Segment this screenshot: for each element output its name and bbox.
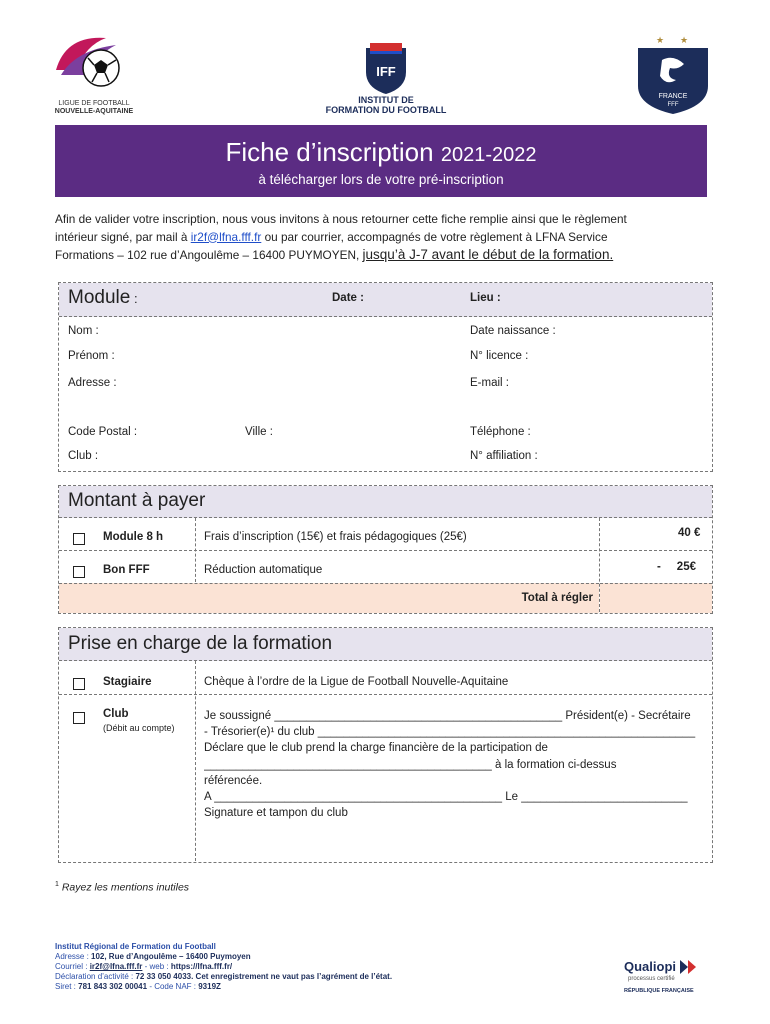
intro-line2b: ou par courrier, accompagnés de votre règlement à LFNA Service	[261, 229, 608, 244]
divider	[195, 661, 196, 861]
intro-line1: Afin de valider votre inscription, nous vous invitons à nous retourner cette fiche remplie ainsi que le règlement	[55, 212, 627, 226]
subtitle: à télécharger lors de votre pré-inscription	[258, 172, 504, 187]
module-header	[59, 283, 712, 317]
deadline-text: jusqu’à J-7 avant le début de la formation.	[362, 247, 614, 262]
divider	[59, 694, 712, 695]
email-field[interactable]: E-mail :	[470, 377, 509, 389]
title-text: Fiche d’inscription	[225, 137, 434, 167]
decl-line4: _____________________________________________ à la formation ci-dessus	[204, 758, 617, 771]
footer-email-link[interactable]: ir2f@lfna.fff.fr	[89, 962, 143, 971]
club-sublabel: (Débit au compte)	[103, 723, 175, 733]
montant-title: Montant à payer	[68, 490, 206, 511]
fff-text2: FFF	[667, 102, 679, 108]
club-label: Club	[103, 708, 129, 720]
module-section	[58, 282, 713, 472]
qualiopi-rep: RÉPUBLIQUE FRANÇAISE	[624, 988, 694, 994]
ligue-logo-line1: LIGUE DE FOOTBALL	[58, 100, 130, 107]
iff-line2: FORMATION DU FOOTBALL	[325, 105, 447, 115]
ville-field[interactable]: Ville :	[245, 426, 273, 438]
decl-line2: - Trésorier(e)¹ du club ___________________________________________________________	[204, 726, 696, 739]
iff-badge-text: IFF	[376, 64, 396, 79]
divider	[59, 550, 712, 551]
date-label: Date :	[332, 292, 364, 304]
footnote-text: Rayez les mentions inutiles	[61, 881, 190, 894]
intro-line3: Formations – 102 rue d’Angoulême – 16400 PUYMOYEN,	[55, 248, 363, 262]
lieu-label: Lieu :	[470, 292, 501, 304]
bon-fff-checkbox[interactable]	[73, 566, 85, 578]
total-value-field[interactable]	[600, 583, 712, 613]
club-field[interactable]: Club :	[68, 450, 99, 462]
ligue-logo	[46, 30, 142, 120]
footnote: $^1$ Rayez les mentions inutiles	[55, 881, 190, 894]
iff-line1: INSTITUT DE	[358, 95, 414, 105]
footer-title: Institut Régional de Formation du Football	[55, 942, 216, 951]
module-8h-desc: Frais d’inscription (15€) et frais pédagogiques (25€)	[204, 531, 467, 543]
iff-shield-icon	[318, 40, 454, 95]
module-8h-label: Module 8 h	[103, 531, 164, 543]
decl-line1: Je soussigné _____________________________________________ Président(e) - Secrétaire	[204, 710, 691, 722]
module-checkbox[interactable]	[73, 533, 85, 545]
fff-text1: FRANCE	[658, 93, 688, 100]
module-title: Module :	[68, 287, 138, 308]
naissance-field[interactable]: Date naissance :	[470, 325, 556, 337]
title-banner	[55, 125, 707, 197]
ligue-logo-line2: NOUVELLE-AQUITAINE	[54, 108, 134, 115]
bon-fff-desc: Réduction automatique	[204, 564, 323, 576]
stagiaire-checkbox[interactable]	[73, 678, 85, 690]
prise-header	[59, 628, 712, 661]
stagiaire-desc: Chèque à l’ordre de la Ligue de Football Nouvelle-Aquitaine	[204, 676, 509, 688]
footer-address: Adresse : 102, Rue d’Angoulême – 16400 Puymoyen	[55, 952, 251, 961]
football-icon	[46, 30, 142, 100]
prise-title: Prise en charge de la formation	[68, 633, 333, 654]
module-8h-amount: 40 €	[678, 527, 701, 539]
email-link[interactable]: ir2f@lfna.fff.fr	[190, 229, 262, 244]
adresse-field[interactable]: Adresse :	[68, 377, 117, 389]
intro-paragraph	[55, 211, 715, 265]
qualiopi-logo	[624, 958, 714, 998]
decl-line7: Signature et tampon du club	[204, 807, 348, 820]
footer-web-link[interactable]: https://lfna.fff.fr/	[170, 962, 233, 971]
fff-shield-icon	[632, 34, 714, 116]
cp-field[interactable]: Code Postal :	[68, 426, 138, 438]
decl-line3: Déclare que le club prend la charge financière de la participation de	[204, 742, 548, 755]
qualiopi-arrow-icon	[680, 960, 698, 974]
footer-contact: Courriel : ir2f@lfna.fff.fr - web : https://lfna.fff.fr/	[55, 962, 233, 971]
footer-siret: Siret : 781 843 302 00041 - Code NAF : 9319Z	[55, 982, 221, 991]
qualiopi-name: Qualiopi	[624, 959, 676, 974]
licence-field[interactable]: N° licence :	[470, 350, 529, 362]
prise-section	[58, 627, 713, 863]
footer	[55, 942, 392, 992]
intro-line2a: intérieur signé, par mail à	[55, 229, 191, 244]
tel-field[interactable]: Téléphone :	[470, 426, 531, 438]
nom-field[interactable]: Nom :	[68, 325, 99, 337]
total-label: Total à régler	[521, 592, 593, 604]
stagiaire-label: Stagiaire	[103, 676, 152, 688]
club-declaration[interactable]	[204, 708, 709, 821]
svg-text:★: ★	[655, 35, 665, 45]
fff-logo	[632, 34, 714, 116]
bon-fff-amount: - 25€	[657, 561, 696, 573]
decl-line5: référencée.	[204, 774, 263, 787]
page-title	[55, 137, 707, 168]
club-checkbox[interactable]	[73, 712, 85, 724]
montant-header	[59, 486, 712, 518]
total-row	[59, 583, 599, 613]
bon-fff-label: Bon FFF	[103, 564, 150, 576]
decl-line6: A _____________________________________________ Le __________________________	[204, 791, 688, 804]
iff-logo	[318, 40, 454, 120]
affiliation-field[interactable]: N° affiliation :	[470, 450, 538, 462]
svg-text:★: ★	[679, 35, 689, 45]
title-year: 2021-2022	[440, 144, 537, 166]
prenom-field[interactable]: Prénom :	[68, 350, 115, 362]
montant-section	[58, 485, 713, 614]
footer-declaration: Déclaration d’activité : 72 33 050 4033. Cet enregistrement ne vaut pas l’agrément de l’état.	[55, 972, 393, 981]
qualiopi-sub: processus certifié	[628, 976, 675, 982]
